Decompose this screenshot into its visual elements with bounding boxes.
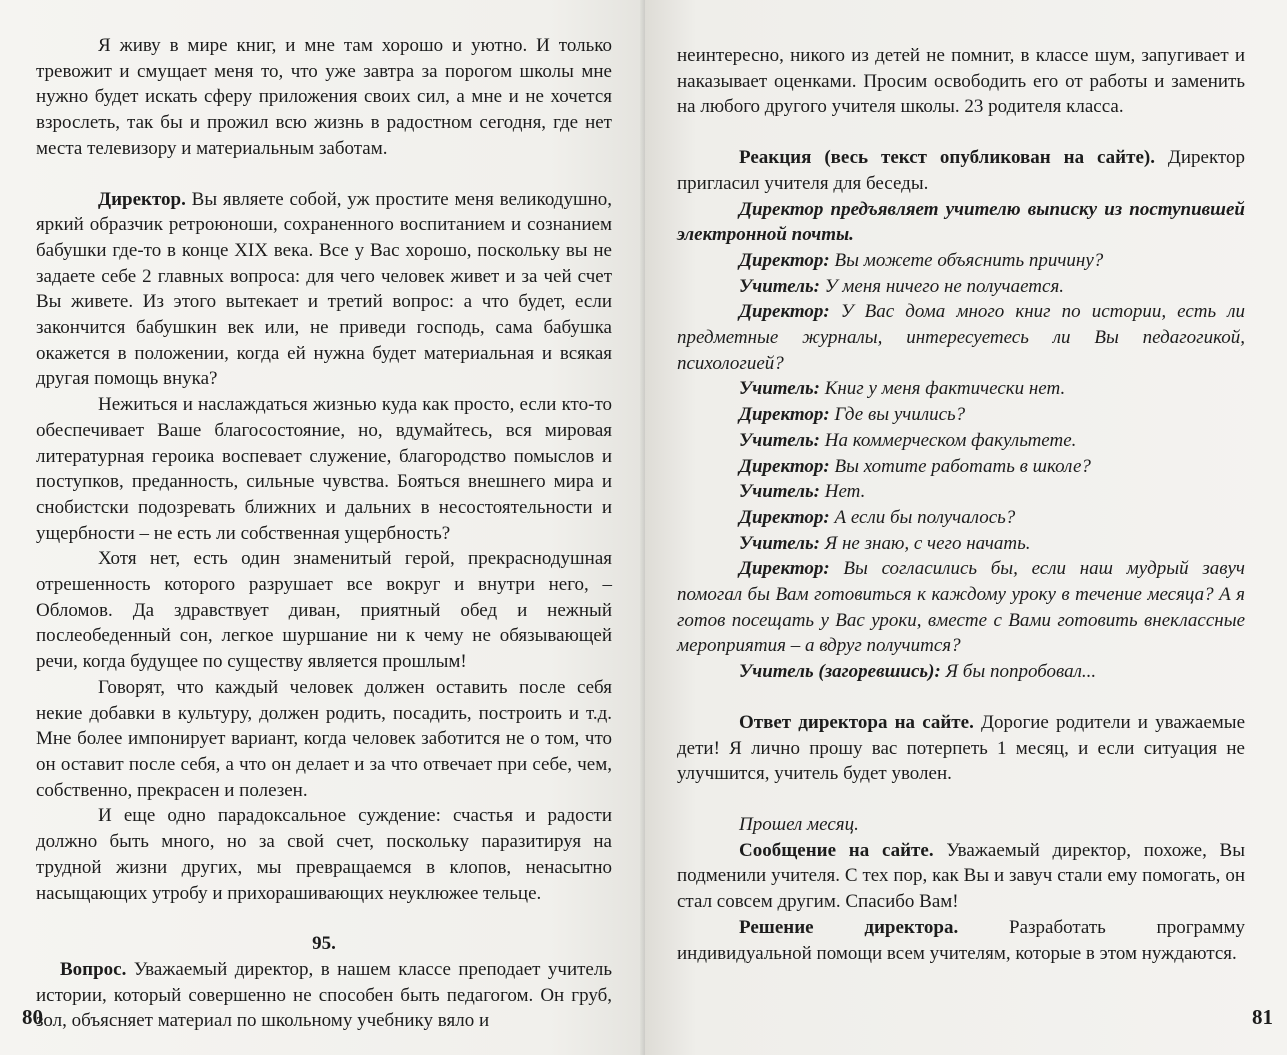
dialogue-text: Я бы попробовал... bbox=[945, 661, 1097, 683]
dialogue-line bbox=[677, 505, 1245, 531]
dialogue-line bbox=[677, 428, 1245, 454]
dialogue-line bbox=[677, 299, 1245, 376]
dialogue-speaker: Директор: bbox=[739, 249, 830, 271]
dialogue-speaker: Учитель (загоревшись): bbox=[739, 661, 941, 683]
intro-paragraph: Я живу в мире книг, и мне там хорошо и уютно. И только тревожит и смущает меня то, что уже завтра за порогом школы мне нужно будет искать сферу приложения своих сил, а мне и не хочется взрослеть, так бы и прожил всю жизнь в радостном сегодня, где нет места телевизору и материальным заботам. bbox=[36, 35, 612, 159]
answer-text: Дорогие родители и уважаемые дети! Я лично прошу вас потерпеть 1 месяц, и если ситуация не улучшится, учитель будет уволен. bbox=[677, 711, 1245, 785]
month-passed: Прошел месяц. bbox=[739, 813, 859, 835]
director-label: Директор. bbox=[98, 188, 186, 210]
dialogue-speaker: Учитель: bbox=[739, 378, 821, 400]
dialogue-line bbox=[677, 531, 1245, 557]
dialogue-text: Вы хотите работать в школе? bbox=[834, 455, 1091, 477]
dialogue-line bbox=[677, 248, 1245, 274]
dialogue-speaker: Директор: bbox=[739, 558, 830, 580]
dialogue-text: У Вас дома много книг по истории, есть ли предметные журналы, интересуетесь ли Вы педагогикой, психологией? bbox=[677, 301, 1246, 374]
dialogue-speaker: Учитель: bbox=[739, 429, 821, 451]
dialogue-text: А если бы получалось? bbox=[834, 506, 1016, 528]
dialogue-line bbox=[677, 402, 1245, 428]
dialogue-speaker: Директор: bbox=[739, 506, 830, 528]
right-page bbox=[645, 0, 1287, 1055]
reaction-italic: Директор предъявляет учителю выписку из поступившей электронной почты. bbox=[677, 198, 1245, 246]
dialogue-speaker: Директор: bbox=[739, 404, 830, 426]
message-label: Сообщение на сайте. bbox=[739, 839, 934, 861]
dialogue-text: Вы согласились бы, если наш мудрый завуч помогал бы Вам готовиться к каждому уроку в течение месяца? А я готов посещать у Вас уроки, вместе с Вами готовить внеклассные мероприятия – а вдруг получится? bbox=[677, 558, 1245, 657]
reaction-label: Реакция (весь текст опубликован на сайте). bbox=[739, 147, 1155, 169]
answer-paragraph bbox=[677, 710, 1245, 787]
dialogue-line bbox=[677, 454, 1245, 480]
dialogue-text: Где вы учились? bbox=[834, 404, 966, 426]
dialogue-text: На коммерческом факультете. bbox=[824, 429, 1077, 451]
dialogue-text: Книг у меня фактически нет. bbox=[824, 378, 1066, 400]
decision-label: Решение директора. bbox=[739, 916, 959, 938]
dialogue-text: Я не знаю, с чего начать. bbox=[824, 532, 1031, 554]
left-page-text bbox=[36, 33, 612, 1034]
dialogue-line bbox=[677, 556, 1245, 659]
question-continuation: неинтересно, никого из детей не помнит, в классе шум, запугивает и наказывает оценками. Просим освободить его от работы и заменить на любого другого учителя школы. 23 родителя класса. bbox=[677, 45, 1245, 118]
decision-paragraph bbox=[677, 915, 1245, 966]
question-label: Вопрос. bbox=[60, 958, 127, 980]
dialogue-line bbox=[677, 274, 1245, 300]
body-paragraph: Хотя нет, есть один знаменитый герой, прекраснодушная отрешенность которого разрушает все вокруг и внутри него, – Обломов. Да здравствует диван, приятный обед и нежный послеобеденный сон, легкое шуршание ни к чему не обязывающей речи, когда будущее по существу является прошлым! bbox=[36, 548, 612, 673]
reaction-paragraph bbox=[677, 145, 1245, 196]
section-number: 95. bbox=[312, 933, 336, 955]
director-reply-text: Вы являете собой, уж простите меня великодушно, яркий образчик ретроюноши, сохраненного воспитанием и сознанием бабушки где-то в конце XIX века. Все у Вас хорошо, поскольку вы не задаете себе 2 главных вопроса: для чего человек живет и за чей счет Вы живете. Из этого вытекает и третий вопрос: а что будет, если закончится бабушкин век или, не приведи господь, сама бабушка окажется в положении, когда ей нужна будет материальная и всякая другая помощь внука? bbox=[36, 188, 612, 390]
page-number-right: 81 bbox=[1252, 1005, 1273, 1029]
dialogue-speaker: Учитель: bbox=[739, 532, 821, 554]
body-paragraph: Нежиться и наслаждаться жизнью куда как просто, если кто-то обеспечивает Ваше благосостояние, но, вдумайтесь, вся мировая литературная героика воспевает служение, благородство помыслов и поступков, преданность, сильные чувства. Бояться внешнего мира и снобистски подозревать ближних и дальних в несостоятельности и ущербности – не есть ли собственная ущербность? bbox=[36, 394, 612, 544]
dialogue-speaker: Учитель: bbox=[739, 481, 821, 503]
dialogue-speaker: Учитель: bbox=[739, 275, 821, 297]
body-paragraph: Говорят, что каждый человек должен оставить после себя некие добавки в культуру, должен родить, посадить, построить и т.д. Мне более импонирует вариант, когда человек заботится не о том, что он оставит после себя, а что он делает и за что отвечает при себе, чем, собственно, прекрасен и полезен. bbox=[36, 676, 612, 801]
dialogue-line bbox=[677, 659, 1245, 685]
dialogue-line bbox=[677, 376, 1245, 402]
dialogue-text: Нет. bbox=[824, 481, 866, 503]
question-text: Уважаемый директор, в нашем классе преподает учитель истории, который совершенно не способен быть педагогом. Он груб, зол, объясняет материал по школьному учебнику вяло и bbox=[36, 958, 612, 1032]
dialogue bbox=[677, 248, 1245, 685]
decision-text: Разработать программу индивидуальной помощи всем учителям, которые в этом нуждаются. bbox=[677, 916, 1245, 964]
reaction-text: Директор пригласил учителя для беседы. bbox=[677, 147, 1245, 194]
message-paragraph bbox=[677, 838, 1245, 915]
director-reply bbox=[36, 187, 612, 393]
dialogue-text: У меня ничего не получается. bbox=[824, 275, 1065, 297]
dialogue-line bbox=[677, 479, 1245, 505]
answer-label: Ответ директора на сайте. bbox=[739, 711, 974, 733]
body-paragraph: И еще одно парадоксальное суждение: счастья и радости должно быть много, но за свой счет, поскольку паразитируя на трудной жизни других, мы превращаемся в клопов, ненасытно насыщающих утробу и прихорашивающих неуклюжее тельце. bbox=[36, 805, 612, 904]
message-text: Уважаемый директор, похоже, Вы подменили учителя. С тех пор, как Вы и завуч стали ему помогать, он стал совсем другим. Спасибо Вам! bbox=[677, 839, 1246, 913]
dialogue-text: Вы можете объяснить причину? bbox=[834, 249, 1104, 271]
page-number-left: 80 bbox=[22, 1005, 43, 1029]
dialogue-speaker: Директор: bbox=[739, 301, 830, 323]
question-paragraph bbox=[36, 957, 612, 1034]
dialogue-speaker: Директор: bbox=[739, 455, 830, 477]
right-page-text bbox=[677, 43, 1245, 966]
